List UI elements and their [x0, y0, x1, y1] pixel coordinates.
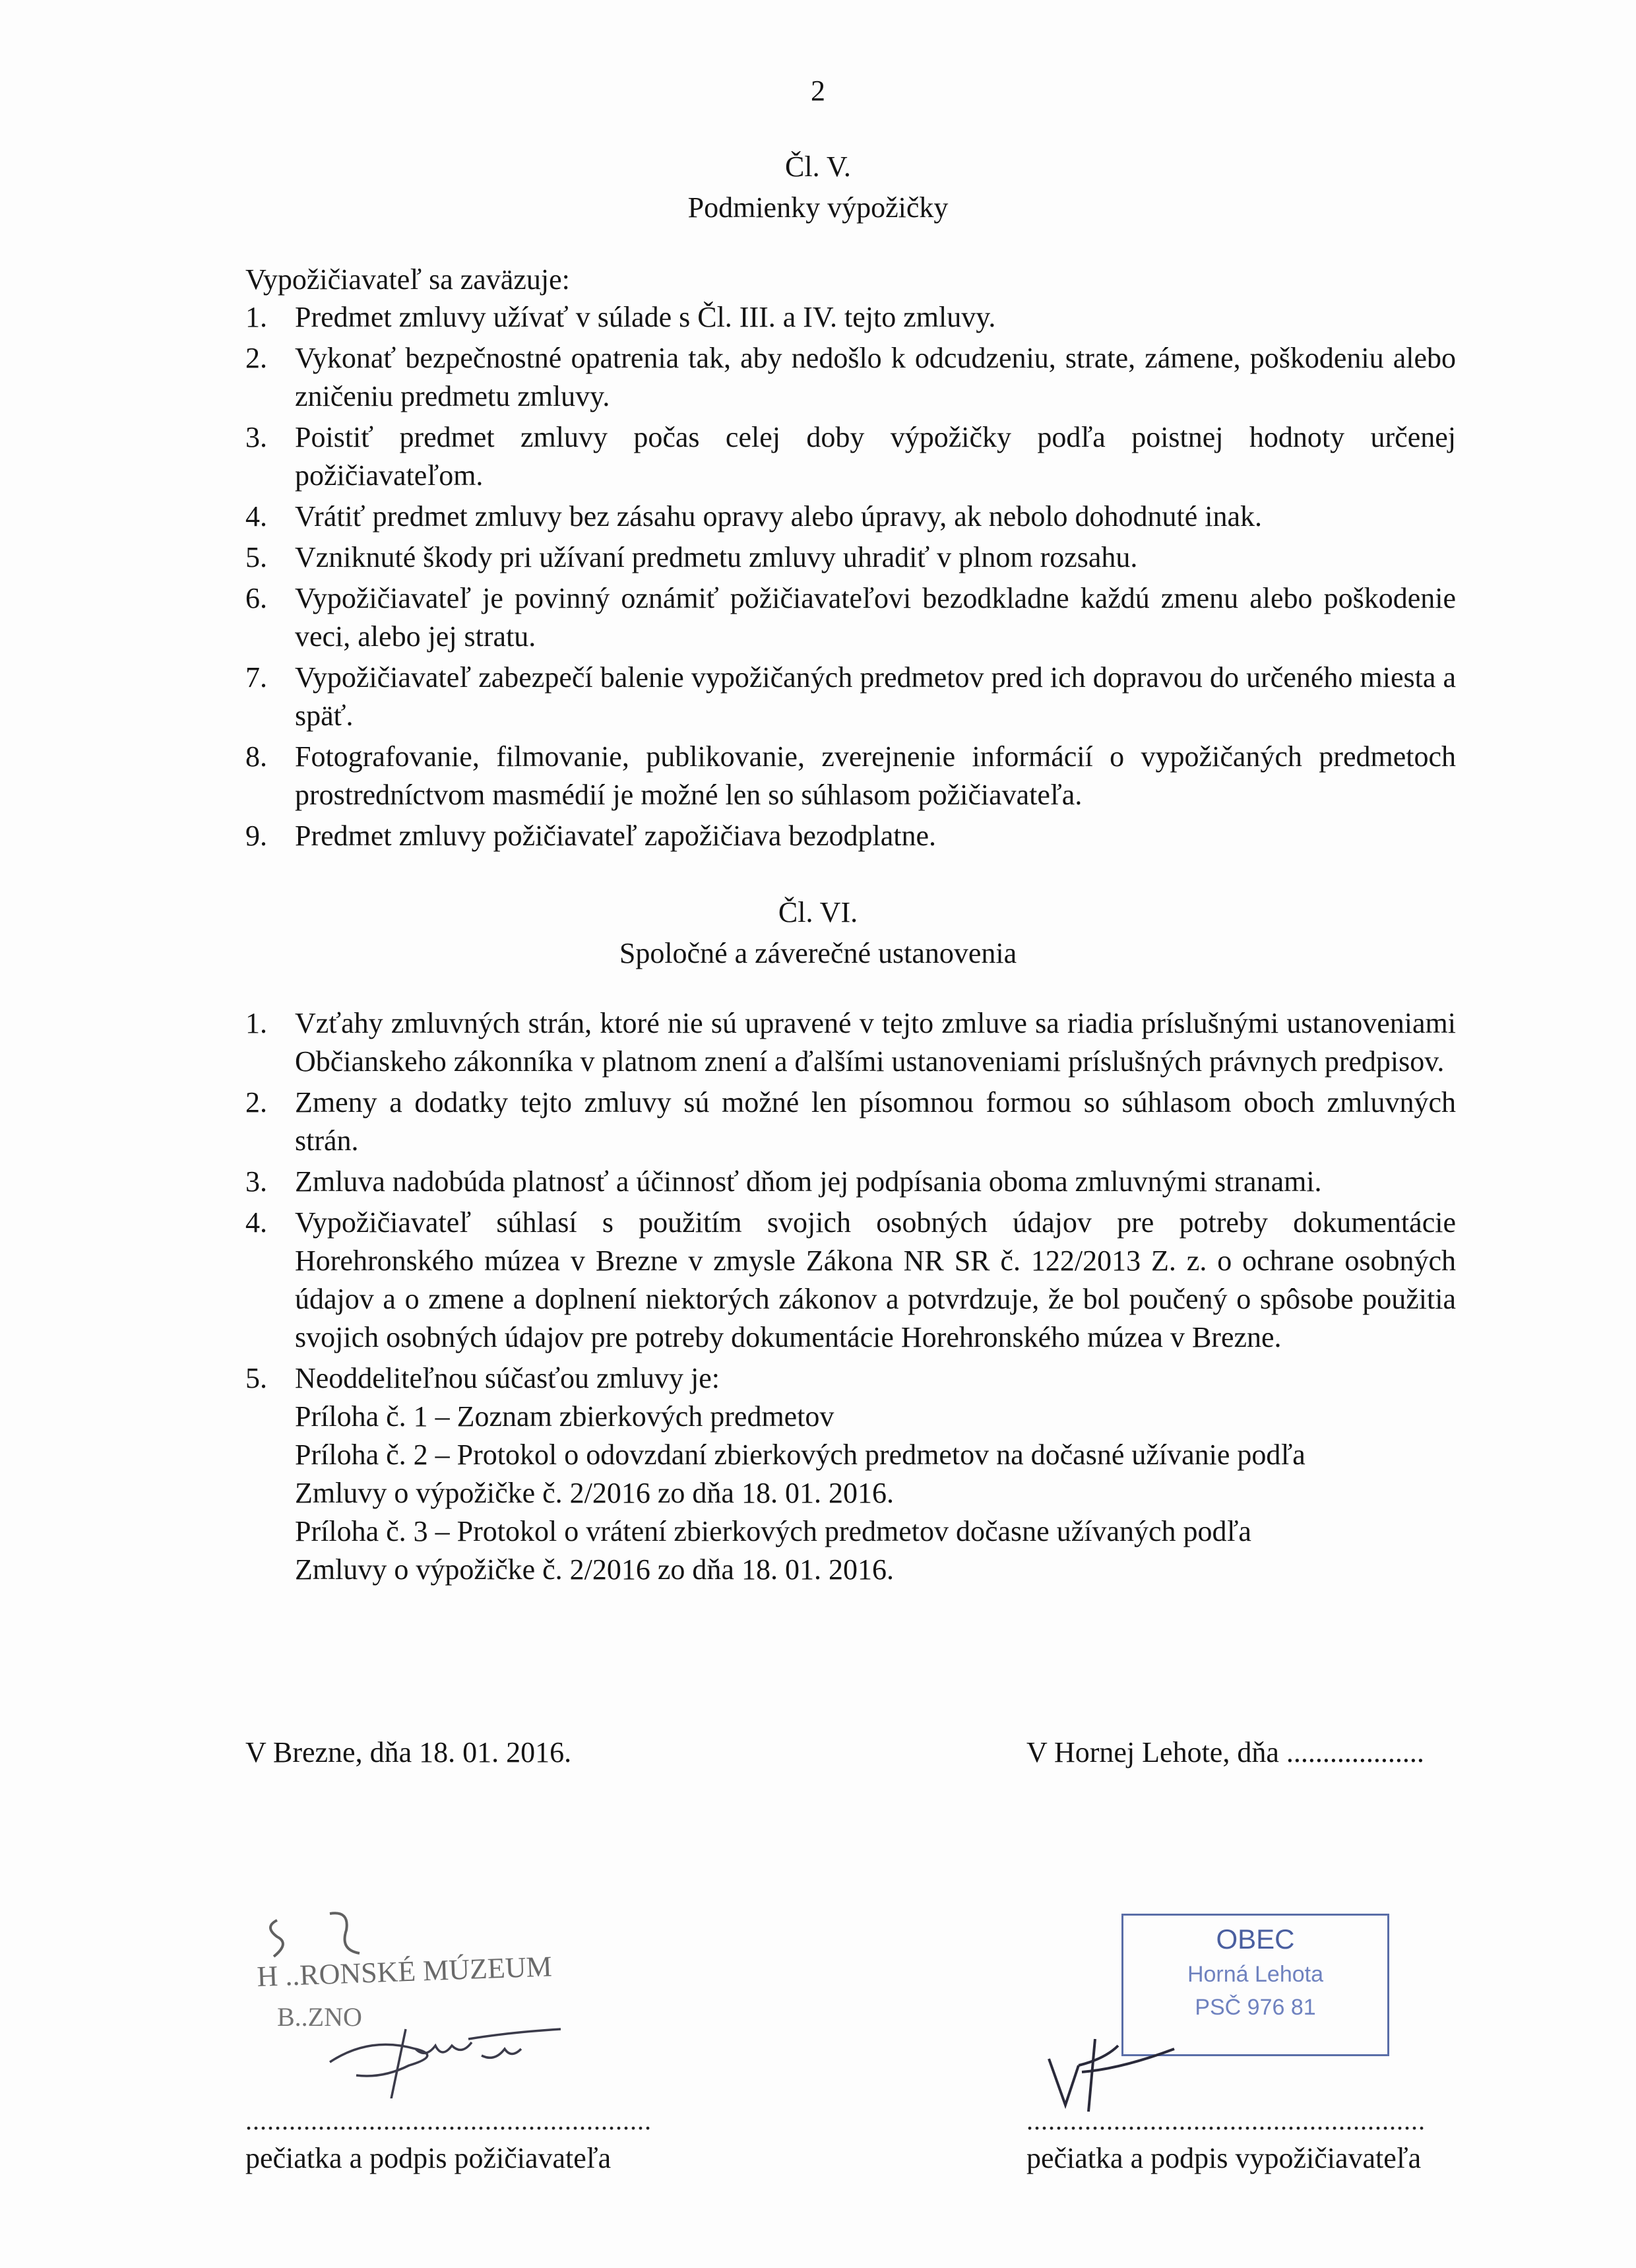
list-item: 1. Predmet zmluvy užívať v súlade s Čl. III. a IV. tejto zmluvy.: [245, 301, 996, 333]
article-5-intro: Vypožičiavateľ sa zaväzuje:: [245, 263, 570, 296]
svg-text:B..ZNO: B..ZNO: [277, 2002, 362, 2032]
annex-1: Príloha č. 1 – Zoznam zbierkových predmetov: [295, 1400, 834, 1433]
annex-intro: Neoddeliteľnou súčasťou zmluvy je:: [295, 1362, 720, 1394]
article-5-subtitle: Podmienky výpožičky: [687, 191, 949, 224]
list-item: 5. Vzniknuté škody pri užívaní predmetu zmluvy uhradiť v plnom rozsahu.: [245, 541, 1138, 573]
list-item: 1. Vzťahy zmluvných strán, ktoré nie sú upravené v tejto zmluve sa riadia príslušnými ustanoveniami Občianskeho zákonníka v platnom znení a ďalšími ustanoveniami príslušných právnych predpisov.: [245, 1007, 1456, 1078]
list-item: 6. Vypožičiavateľ je povinný oznámiť požičiavateľovi bezodkladne každú zmenu alebo poškodenie veci, alebo jej stratu.: [245, 582, 1456, 653]
museum-stamp-signature: [251, 1900, 673, 2098]
list-item: 9. Predmet zmluvy požičiavateľ zapožičiava bezodplatne.: [245, 820, 936, 852]
list-item: 2. Vykonať bezpečnostné opatrenia tak, aby nedošlo k odcudzeniu, strate, zámene, poškodeniu alebo zničeniu predmetu zmluvy.: [245, 342, 1456, 412]
article-5-title: Čl. V.: [785, 150, 851, 183]
list-item: 7. Vypožičiavateľ zabezpečí balenie vypožičaných predmetov pred ich dopravou do určeného miesta a späť.: [245, 661, 1456, 732]
list-item: 8. Fotografovanie, filmovanie, publikovanie, zverejnenie informácií o vypožičaných predmetoch prostredníctvom masmédií je možné len so súhlasom požičiavateľa.: [245, 740, 1456, 811]
list-item: 3. Zmluva nadobúda platnosť a účinnosť dňom jej podpísania oboma zmluvnými stranami.: [245, 1165, 1322, 1198]
municipality-stamp: OBEC Horná Lehota PSČ 976 81: [1121, 1914, 1389, 2056]
list-item: 4. Vypožičiavateľ súhlasí s použitím svojich osobných údajov pre potreby dokumentácie Horehronského múzea v Brezne v zmysle Zákona NR SR č. 122/2013 Z. z. o ochrane osobných údajov a o zmene a doplnení niektorých zákonov a potvrdzuje, že bol poučený o spôsobe použitia svojich osobných údajov pre potreby dokumentácie Horehronského múzea v Brezne.: [245, 1206, 1456, 1353]
article-5-list: [245, 298, 1456, 858]
list-item: 2. Zmeny a dodatky tejto zmluvy sú možné len písomnou formou so súhlasom oboch zmluvných strán.: [245, 1086, 1456, 1157]
article-6-title: Čl. VI.: [778, 896, 858, 928]
article-6-list: [245, 1004, 1456, 1592]
list-item: 4. Vrátiť predmet zmluvy bez zásahu opravy alebo úpravy, ak nebolo dohodnuté inak.: [245, 500, 1263, 533]
annex-3-cont: Zmluvy o výpožičke č. 2/2016 zo dňa 18. 01. 2016.: [295, 1553, 894, 1586]
signature-line-right: .......................................................: [1026, 2106, 1426, 2135]
annex-2-cont: Zmluvy o výpožičke č. 2/2016 zo dňa 18. 01. 2016.: [295, 1477, 894, 1509]
place-date-right: V Hornej Lehote, dňa ...................: [1026, 1736, 1424, 1768]
svg-text:H ..RONSKÉ MÚZEUM: H ..RONSKÉ MÚZEUM: [256, 1950, 553, 1993]
annex-3: Príloha č. 3 – Protokol o vrátení zbierkových predmetov dočasne užívaných podľa: [295, 1515, 1251, 1547]
place-date-left: V Brezne, dňa 18. 01. 2016.: [245, 1736, 572, 1768]
signature-label-left: pečiatka a podpis požičiavateľa: [245, 2142, 612, 2174]
page-number: 2: [811, 75, 825, 107]
signature-label-right: pečiatka a podpis vypožičiavateľa: [1026, 2142, 1422, 2174]
article-6-subtitle: Spoločné a záverečné ustanovenia: [619, 937, 1017, 969]
list-item: 5. Neoddeliteľnou súčasťou zmluvy je: Príloha č. 1 – Zoznam zbierkových predmetov Príloha č. 2 – Protokol o odovzdaní zbierkových predmetov na dočasné užívanie podľa Zmluvy o výpožičke č. 2/2016 zo dňa 18. 01. 2016. Príloha č. 3 – Protokol o vrátení zbierkových predmetov dočasne užívaných podľa Zmluvy o výpožičke č. 2/2016 zo dňa 18. 01. 2016.: [245, 1359, 1456, 1589]
signature-line-left: ........................................................: [245, 2106, 652, 2135]
annex-2: Príloha č. 2 – Protokol o odovzdaní zbierkových predmetov na dočasné užívanie podľa: [295, 1439, 1306, 1471]
list-item: 3. Poistiť predmet zmluvy počas celej doby výpožičky podľa poistnej hodnoty určenej požičiavateľom.: [245, 421, 1456, 492]
